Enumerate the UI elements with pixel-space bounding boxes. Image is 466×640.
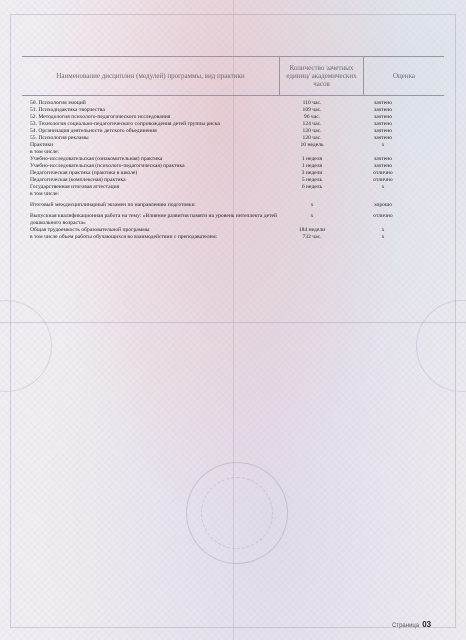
- table-row: [30, 202, 444, 209]
- table-row: [30, 114, 444, 121]
- row-title: Выпускная квалификационная работа на тему: «Влияние развития памяти на уровень интеллекта детей дошкольного возраста»: [30, 213, 278, 226]
- row-grade: х: [381, 234, 385, 240]
- header-discipline: Наименование дисциплин (модулей) программы, вид практики: [22, 57, 280, 95]
- table-row: [30, 234, 444, 241]
- table-row: [30, 135, 444, 142]
- row-title: 53. Технология социально-педагогического сопровождения детей группы риска: [30, 121, 220, 127]
- table-row: [30, 100, 444, 107]
- row-amount: 96 час.: [303, 114, 321, 120]
- table-row: [30, 142, 444, 149]
- row-grade: зачтено: [374, 163, 392, 169]
- row-title: 55. Психология рекламы: [30, 135, 89, 141]
- row-title: 52. Методология психолого-педагогического исследования: [30, 114, 171, 120]
- table-row: [30, 227, 444, 234]
- row-amount: 120 час.: [302, 135, 322, 141]
- row-title: Общая трудоемкость образовательной программы: [30, 227, 150, 233]
- row-title: Педагогическая (комплексная) практика: [30, 177, 126, 183]
- table-row: [30, 170, 444, 177]
- table-row: [30, 156, 444, 163]
- table-row: [30, 184, 444, 191]
- page-label: Страница: [392, 623, 420, 629]
- row-amount: 120 час.: [302, 128, 322, 134]
- row-grade: отлично: [373, 177, 393, 183]
- page-number: 03: [422, 620, 432, 629]
- row-title: Итоговый междисциплинарный экзамен по направлению подготовки: [30, 202, 195, 208]
- row-title: Педагогическая практика (практика в школе): [30, 170, 138, 176]
- row-grade: отлично: [373, 170, 393, 176]
- row-title: Учебно-исследовательская (ознакомительная) практика: [30, 156, 163, 162]
- row-grade: х: [381, 142, 385, 148]
- table-row: [30, 128, 444, 135]
- row-title: в том числе объем работы обучающихся во взаимодействии с преподавателем:: [30, 234, 218, 240]
- row-title: 54. Организация деятельности детского объединения: [30, 128, 157, 134]
- page-footer: [392, 620, 431, 629]
- row-grade: отлично: [373, 213, 393, 219]
- table-row: [30, 149, 444, 156]
- row-amount: 109 час.: [302, 107, 322, 113]
- row-grade: зачтено: [374, 128, 392, 134]
- rosette-left-decoration: [0, 300, 52, 392]
- row-title: Государственная итоговая аттестация: [30, 184, 120, 190]
- table-row: [30, 121, 444, 128]
- row-amount: 6 недель: [301, 184, 323, 190]
- row-grade: зачтено: [374, 135, 392, 141]
- row-amount: х: [310, 213, 314, 219]
- row-amount: х: [310, 202, 314, 208]
- header-grade: Оценка: [392, 72, 416, 80]
- row-title: Практики: [30, 142, 54, 148]
- row-amount: 124 час.: [302, 121, 322, 127]
- row-amount: 1 неделя: [301, 163, 323, 169]
- watermark-emblem: [186, 462, 288, 564]
- header-credits: Количество зачетных единиц/ академических часов: [280, 57, 364, 95]
- rosette-right-decoration: [416, 300, 466, 392]
- row-amount: 1 неделя: [301, 156, 323, 162]
- row-grade: х: [381, 184, 385, 190]
- table-row: [30, 213, 444, 227]
- row-grade: зачтено: [374, 114, 392, 120]
- table-row: [30, 163, 444, 170]
- row-title: в том числе:: [30, 191, 60, 197]
- row-amount: 110 час.: [302, 100, 322, 106]
- table-header: [22, 56, 444, 96]
- row-grade: зачтено: [374, 156, 392, 162]
- row-title: в том числе:: [30, 149, 60, 155]
- row-amount: 184 недели: [298, 227, 326, 233]
- row-grade: х: [381, 227, 385, 233]
- row-title: 50. Психология эмоций: [30, 100, 86, 106]
- row-grade: зачтено: [374, 100, 392, 106]
- row-amount: 5 недель: [301, 177, 323, 183]
- row-amount: 732 час.: [302, 234, 322, 240]
- row-amount: 3 недели: [301, 170, 323, 176]
- row-title: 51. Психодидактика творчества: [30, 107, 105, 113]
- table-row: [30, 107, 444, 114]
- table-row: [30, 191, 444, 198]
- row-grade: хорошо: [373, 202, 393, 208]
- row-grade: зачтено: [374, 107, 392, 113]
- row-grade: зачтено: [374, 121, 392, 127]
- row-title: Учебно-исследовательская (психолого-педагогическая) практика: [30, 163, 185, 169]
- disciplines-list: [30, 100, 444, 241]
- row-amount: 10 недель: [300, 142, 324, 148]
- table-row: [30, 177, 444, 184]
